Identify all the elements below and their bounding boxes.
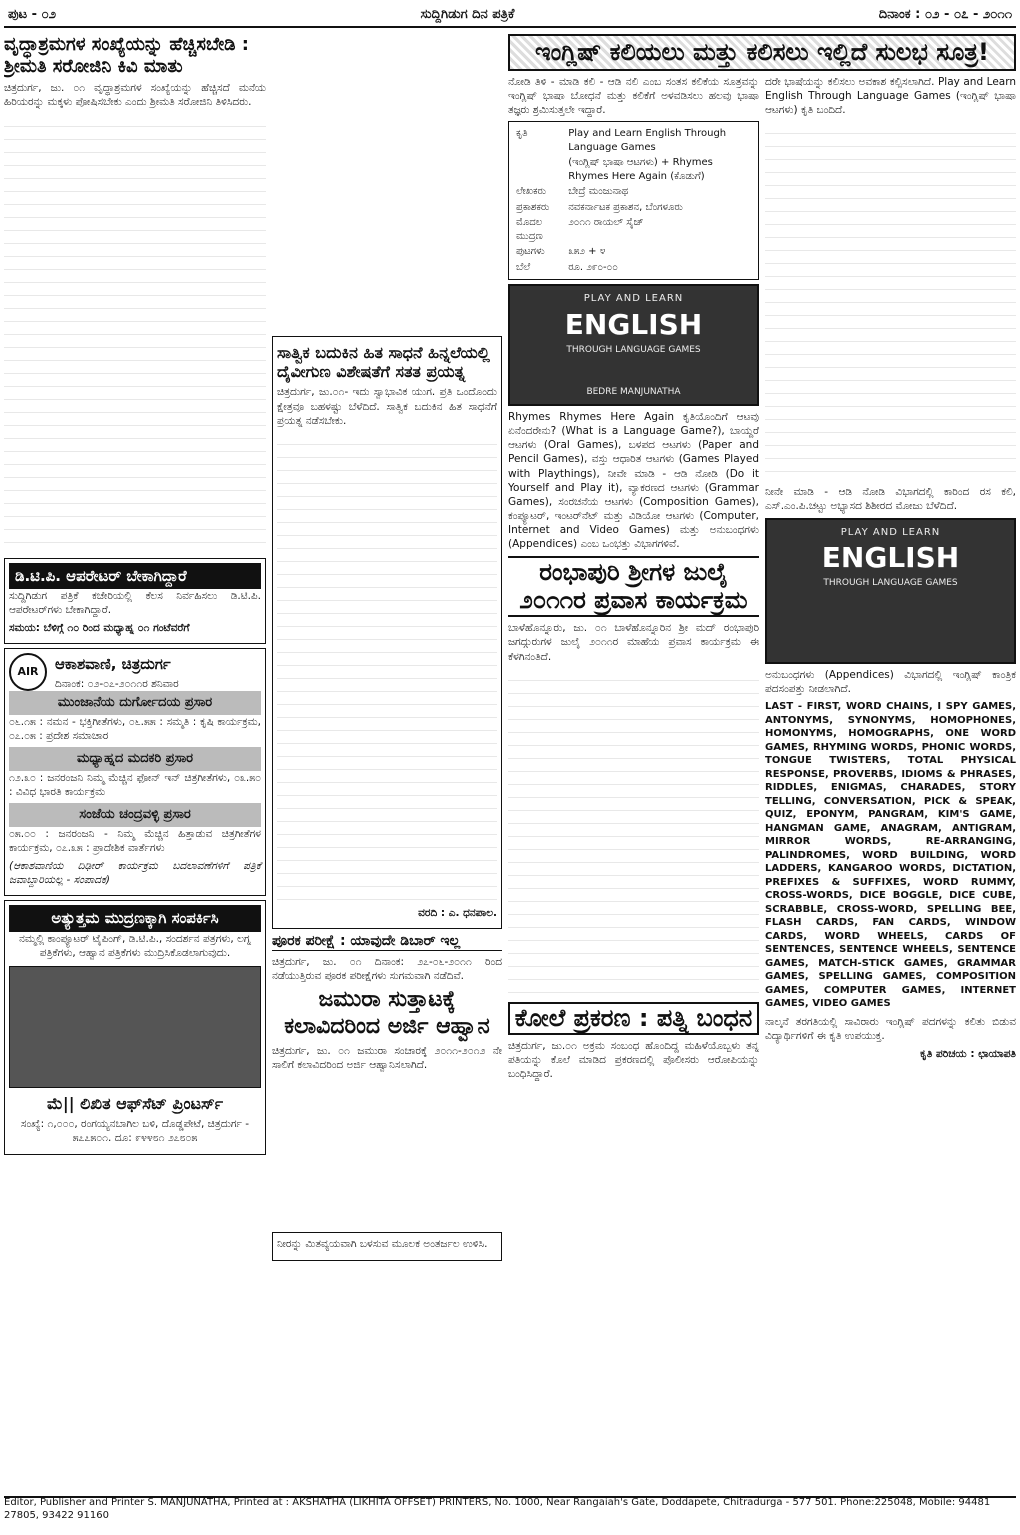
feature-text: ಚಿತ್ರದುರ್ಗ, ಜು.೦೧- ಇದು ಸ್ವಾಭಾವಿಕ ಯುಗ. ಪ್ರತಿ ಒಂದೊಂದು ಕ್ಷೇತ್ರವೂ ಬಹಳಷ್ಟು ಬೆಳೆದಿದೆ. ಸಾತ್ವಿಕ ಬದುಕಿನ ಹಿತ ಸಾಧನೆಗೆ ಪ್ರಯತ್ನ ನಡೆಸಬೇಕು. [277,386,497,427]
game-names-list: LAST - FIRST, WORD CHAINS, I SPY GAMES, ANTONYMS, SYNONYMS, HOMOPHONES, HOMONYMS, HOMOGRAPHS, ONE WORD GAMES, RHYMING WORDS, PHONIC WORDS, TONGUE TWISTERS, TOTAL PHYSICAL RESPONSE, PROVERBS, IDIOMS & PHRASES, RIDDLES, ENIGMAS, CHARADES, STORY TELLING, CONVERSATION, PICK & SPEAK, QUIZ, EPONYM, PANGRAM, KIM'S GAME, HANGMAN GAME, ANAGRAM, ANTIGRAM, MIRROR WORDS, RE-ARRANGING, PALINDROMES, WORD BUILDING, WORD LADDERS, KANGAROO WORDS, DICTATION, PREFIXES & SUFFIXES, WORD RUMMY, CROSS-WORDS, DICE BOGGLE, DICE CUBE, SCRABBLE, CROSS-WORD, SPELLING BEE, FLASH CARDS, FAN CARDS, WINDOW CARDS, WORD WHEELS, CARDS OF SENTENCES, SENTENCE WHEELS, SENTENCE GAMES, MATCH-STICK GAMES, GRAMMAR GAMES, SPELLING GAMES, COMPOSITION GAMES, COMPUTER GAMES, INTERNET GAMES, VIDEO GAMES [765,701,1016,1009]
art-headline: ಜಮುರಾ ಸುತ್ತಾಟಕ್ಕೆ ಕಲಾವಿದರಿಂದ ಅರ್ಜಿ ಆಹ್ವಾನ [284,987,490,1039]
book-subtitle: (ಇಂಗ್ಲಿಷ್ ಭಾಷಾ ಆಟಗಳು) + Rhymes Rhymes Here Again (ಕೊಡುಗೆ) [568,157,713,182]
price-label: ಬೆಲೆ [516,261,531,273]
book-cover-image-2 [765,518,1016,664]
masthead [4,4,1016,28]
printer-address: ಸಂಖ್ಯೆ: ೧,೦೦೦, ರಂಗಯ್ಯನಬಾಗಿಲ ಬಳಿ, ದೊಡ್ಡಪೇಟೆ, ಚಿತ್ರದುರ್ಗ - ೫೭೭೫೦೧. ದೂ: ೯೪೪೮೧ ೨೭೮೦೫ [20,1118,250,1145]
water-notice-text: ನೀರನ್ನು ಮಿತವ್ಯಯವಾಗಿ ಬಳಸುವ ಮೂಲಕ ಅಂತರ್ಜಲ ಉಳಿಸಿ. [277,1238,488,1251]
radio-section-morning: ಮುಂಜಾನೆಯ ದುರ್ಗೋದಯ ಪ್ರಸಾರ [9,691,261,715]
printer-name: ಮೆ|| ಲಿಖಿತ ಆಫ್‌ಸೆಟ್ ಪ್ರಿಂಟರ್ಸ್ [47,1094,223,1114]
printer-ad-text: ನಮ್ಮಲ್ಲಿ ಕಾಂಪ್ಯೂಟರ್ ಟೈಪಿಂಗ್, ಡಿ.ಟಿ.ಪಿ., ಸಂದರ್ಶನ ಪತ್ರಗಳು, ಲಗ್ನ ಪತ್ರಿಕೆಗಳು, ಆಹ್ವಾನ ಪತ್ರಿಕೆಗಳು ಮುದ್ರಿಸಿಕೊಡಲಾಗುವುದು. [18,932,252,959]
cover-author: BEDRE MANJUNATHA [586,386,681,397]
radio-section-evening: ಸಂಜೆಯ ಚಂದ್ರವಳ್ಳಿ ಪ್ರಸಾರ [9,803,261,827]
price-value: ರೂ. ೨೯೦-೦೦ [568,261,618,273]
author-label: ಲೇಖಕರು [516,186,547,198]
radio-section-noon: ಮಧ್ಯಾಹ್ನದ ಮದಕರಿ ಪ್ರಸಾರ [9,747,261,771]
job-ad-contact: ಸಮಯ: ಬೆಳಿಗ್ಗೆ ೧೦ ರಿಂದ ಮಧ್ಯಾಹ್ನ ೦೧ ಗಂಟೆವರೆಗೆ [9,622,190,635]
cover-line-3: THROUGH LANGUAGE GAMES [566,344,701,355]
feature-article [272,336,502,929]
author-value: ಬೇದ್ರೆ ಮಂಜುನಾಥ [568,186,629,198]
column-left [4,32,266,1496]
book-details [508,121,759,280]
cover2-line-3: THROUGH LANGUAGE GAMES [823,577,958,588]
review-credit: ಕೃತಿ ಪರಿಚಯ : ಛಾಯಾಪತಿ [920,1047,1016,1060]
english-games-list: Rhymes Rhymes Here Again ಕೃತಿಯೊಂದಿಗೆ ಆಟವು ಏನೆಂದರೇನು? (What is a Language Game?), ಬಾಯ್ದರೆ ಆಟಗಳು (Oral Games), ಬಳಪದ ಆಟಗಳು (Paper and Pencil Games), ವಸ್ತು ಆಧಾರಿತ ಆಟಗಳು (Games Played with Playthings), ನೀವೇ ಮಾಡಿ - ಆಡಿ ನೋಡಿ (Do it Yourself and Play it), ವ್ಯಾಕರಣದ ಆಟಗಳು (Grammar Games), ಸಂರಚನೆಯ ಆಟಗಳು (Composition Games), ಕಂಪ್ಯೂಟರ್, ಇಂಟರ್‌ನೆಟ್ ಮತ್ತು ವಿಡಿಯೋ ಆಟಗಳು (Computer, Internet and Video Games) ಮತ್ತು ಅನುಬಂಧಗಳು (Appendices) ಎಂಬ ಒಂಭತ್ತು ವಿಭಾಗಗಳಿವೆ. [508,410,759,551]
review-text-2: ನೀನೇ ಮಾಡಿ - ಆಡಿ ನೋಡಿ ವಿಭಾಗದಲ್ಲಿ ಕಾರಿಂದ ರಸ ಕಲಿ, ಎಸ್.ಎಂ.ಪಿ.ಚಟ್ಟು ಅಭ್ಯಾಸದ ಶಿಶೀರದ ಮೋಜು ಬೆಳೆದಿದೆ. [765,486,1016,513]
radio-noon-text: ೧೨.೩೦ : ಜನರಂಜನಿ ನಿಮ್ಮ ಮೆಚ್ಚಿನ ಫೋನ್ ಇನ್ ಚಿತ್ರಗೀತೆಗಳು, ೦೩.೫೦ : ವಿವಿಧ ಭಾರತಿ ಕಾರ್ಯಕ್ರಮ [9,771,261,799]
exam-text: ಚಿತ್ರದುರ್ಗ, ಜು. ೦೧ ದಿನಾಂಕ: ೨೭-೦೬-೨೦೧೧ ರಿಂದ ನಡೆಯುತ್ತಿರುವ ಪೂರಕ ಪರೀಕ್ಷೆಗಳು ಸುಗಮವಾಗಿ ನಡೆದಿವೆ. [272,955,502,983]
column-right [508,32,1016,1496]
book-cover-image [508,284,759,406]
paper-name: ಸುದ್ದಿಗಿಡುಗ ದಿನ ಪತ್ರಿಕೆ [420,7,515,23]
exam-headline: ಪೂರಕ ಪರೀಕ್ಷೆ : ಯಾವುದೇ ಡಿಬಾರ್ ಇಲ್ಲ [272,933,502,951]
job-ad-text: ಸುದ್ದಿಗಿಡುಗ ಪತ್ರಿಕೆ ಕಚೇರಿಯಲ್ಲಿ ಕೆಲಸ ನಿರ್ವಹಿಸಲು ಡಿ.ಟಿ.ಪಿ. ಆಪರೇಟರ್‌ಗಳು ಬೇಕಾಗಿದ್ದಾರೆ. [9,589,261,616]
printer-ad [4,900,266,1154]
lead-text-filler [4,114,266,554]
radio-evening-text: ೦೫.೦೦ : ಜನರಂಜನಿ - ನಿಮ್ಮ ಮೆಚ್ಚಿನ ಹಿತ್ತಾಡುವ ಚಿತ್ರಗೀತೆಗಳ ಕಾರ್ಯಕ್ರಮ, ೦೭.೩೫ : ಪ್ರಾದೇಶಿಕ ವಾರ್ತೆಗಳು [9,827,261,854]
radio-morning-text: ೦೬.೧೫ : ನಮನ - ಭಕ್ತಿಗೀತೆಗಳು, ೦೬.೫೫ : ಸಮ್ಮತಿ : ಕೃಷಿ ಕಾರ್ಯಕ್ರಮ, ೦೭.೦೫ : ಪ್ರದೇಶ ಸಮಾಚಾರ [9,716,261,743]
lead-text: ಚಿತ್ರದುರ್ಗ, ಜು. ೦೧ ವೃದ್ಧಾಶ್ರಮಗಳ ಸಂಖ್ಯೆಯನ್ನು ಹೆಚ್ಚಿಸದೆ ಮನೆಯ ಹಿರಿಯರನ್ನು ಮಕ್ಕಳು ಪೋಷಿಸಬೇಕು ಎಂದು ಶ್ರೀಮತಿ ಸರೋಜಿನಿ ತಿಳಿಸಿದರು. [4,82,266,109]
review-text-3: ಅನುಬಂಧಗಳು (Appendices) ವಿಭಾಗದಲ್ಲಿ ಇಂಗ್ಲಿಷ್ ಕಾಂತ್ರಿಕ ಪದಸಂಪತ್ತು ನೀಡಲಾಗಿದೆ. [765,668,1016,695]
printing-press-image [9,966,261,1088]
radio-date: ದಿನಾಂಕ: ೦೨-೦೭-೨೦೧೧ರ ಶನಿವಾರ [55,678,179,691]
pages-value: ೩೫೨ + ೪ [568,246,606,258]
job-ad [4,558,266,645]
tour-headline: ರಂಭಾಪುರಿ ಶ್ರೀಗಳ ಜುಲೈ ೨೦೧೧ರ ಪ್ರವಾಸ ಕಾರ್ಯಕ್ರಮ [508,556,759,618]
radio-schedule [4,648,266,896]
english-intro: ನೋಡಿ ತಿಳಿ - ಮಾಡಿ ಕಲಿ - ಆಡಿ ನಲಿ ಎಂಬ ಸಂತಸ ಕಲಿಕೆಯ ಸೂತ್ರವನ್ನು ಇಂಗ್ಲಿಷ್ ಭಾಷಾ ಬೋಧನೆ ಮತ್ತು ಕಲಿಕೆಗೆ ಅಳವಡಿಸಲು ಹಲವು ಭಾಷಾ ತಜ್ಞರು ಶ್ರಮಿಸುತ್ತಲೇ ಇದ್ದಾರೆ. [508,75,759,117]
feature-text-filler [277,432,497,902]
feature-headline: ಸಾತ್ವಿಕ ಬದುಕಿನ ಹಿತ ಸಾಧನೆ ಹಿನ್ನಲೆಯಲ್ಲಿ ದೈವೀಗುಣ ವಿಶೇಷತೆಗೆ ಸತತ ಪ್ರಯತ್ನ [277,343,490,382]
column-middle [272,32,502,1496]
job-ad-title: ಡಿ.ಟಿ.ಪಿ. ಆಪರೇಟರ್ ಬೇಕಾಗಿದ್ದಾರೆ [9,563,261,589]
review-text-filler [765,121,1016,481]
pages-label: ಪುಟಗಳು [516,246,545,258]
edition-label: ಮೊದಲ ಮುದ್ರಣ [516,217,543,242]
book-title: Play and Learn English Through Language Games [568,128,727,153]
publisher-label: ಪ್ರಕಾಶಕರು [516,201,550,213]
tour-text-filler [508,668,759,998]
cover2-line-1: PLAY AND LEARN [840,526,941,538]
page-number: ಪುಟ - ೦೨ [8,7,57,23]
crime-headline: ಕೋಲೆ ಪ್ರಕರಣ : ಪತ್ನಿ ಬಂಧನ [508,1002,759,1035]
lead-headline: ವೃದ್ಧಾಶ್ರಮಗಳ ಸಂಖ್ಯೆಯನ್ನು ಹೆಚ್ಚಿಸಬೇಡಿ : ಶ್ರೀಮತಿ ಸರೋಜಿನಿ ಕಿವಿ ಮಾತು [4,34,249,77]
feature-byline: ವರದಿ : ಎ. ಧನಪಾಲ. [418,906,497,919]
printer-ad-title: ಅತ್ಯುತ್ತಮ ಮುದ್ರಣಕ್ಕಾಗಿ ಸಂಪರ್ಕಿಸಿ [9,905,261,931]
newspaper-page [4,4,1016,1527]
edition-value: ೨೦೧೧ ರಾಯಲ್ ಸೈಜ್ [568,217,644,229]
book-label: ಕೃತಿ [516,128,528,140]
cover-line-1: PLAY AND LEARN [583,293,684,305]
cover2-line-2: ENGLISH [821,541,960,575]
crime-text: ಚಿತ್ರದುರ್ಗ, ಜು.೦೧ ಅಕ್ರಮ ಸಂಬಂಧ ಹೊಂದಿದ್ದ ಮಹಿಳೆಯೊಬ್ಬಳು ತನ್ನ ಪತಿಯನ್ನು ಕೊಲೆ ಮಾಡಿದ ಪ್ರಕರಣದಲ್ಲಿ ಪೊಲೀಸರು ಆರೋಪಿಯನ್ನು ಬಂಧಿಸಿದ್ದಾರೆ. [508,1039,759,1080]
radio-note: (ಆಕಾಶವಾಣಿಯ ದಿಢೀರ್ ಕಾರ್ಯಕ್ರಮ ಬದಲಾವಣೆಗಳಿಗೆ ಪತ್ರಿಕೆ ಜವಾಬ್ದಾರಿಯಲ್ಲ - ಸಂಪಾದಕ) [9,860,261,887]
water-notice [272,1232,502,1260]
issue-date: ದಿನಾಂಕ : ೦೨ - ೦೭ - ೨೦೧೧ [878,7,1012,23]
tour-text: ಬಾಳೆಹೊನ್ನೂರು, ಜು. ೦೧ ಬಾಳೆಹೊನ್ನೂರಿನ ಶ್ರೀ ಮದ್ ರಂಭಾಪುರಿ ಜಗದ್ಗುರುಗಳ ಜುಲೈ ೨೦೧೧ರ ಮಾಹೆಯ ಪ್ರವಾಸ ಕಾರ್ಯಕ್ರಮ ಈ ಕೆಳಗಿನಂತಿದೆ. [508,622,759,663]
cover-line-2: ENGLISH [564,307,703,341]
review-text-4: ನಾಲ್ಕನೆ ತರಗತಿಯಲ್ಲಿ ಸಾವಿರಾರು ಇಂಗ್ಲಿಷ್ ಪದಗಳನ್ನು ಕಲಿತು ಬಿಡುವ ವಿದ್ಯಾರ್ಥಿಗಳಿಗೆ ಈ ಕೃತಿ ಉಪಯುಕ್ತ. [765,1015,1016,1042]
review-text-1: ದರೇ ಭಾಷೆಯನ್ನು ಕಲಿಸಲು ಅವಕಾಶ ಕಲ್ಪಿಸಲಾಗಿದೆ. Play and Learn English Through Language Games (ಇಂಗ್ಲಿಷ್ ಭಾಷಾ ಆಟಗಳು) ಕೃತಿ ಬಂದಿದೆ. [765,75,1016,117]
imprint-footer: Editor, Publisher and Printer S. MANJUNATHA, Printed at : AKSHATHA (LIKHITA OFFSET) PRINTERS, No. 1000, Near Rangaiah's Gate, Doddapete, Chitradurga - 577 501. Phone:225048, Mobile: 94481 27805, 93422 91160 [4,1496,1016,1520]
publisher-value: ನವಕರ್ನಾಟಕ ಪ್ರಕಾಶನ, ಬೆಂಗಳೂರು [568,201,683,213]
radio-title: ಆಕಾಶವಾಣಿ, ಚಿತ್ರದುರ್ಗ [55,655,171,674]
english-headline: ಇಂಗ್ಲಿಷ್ ಕಲಿಯಲು ಮತ್ತು ಕಲಿಸಲು ಇಲ್ಲಿದೆ ಸುಲಭ ಸೂತ್ರ! [508,34,1016,71]
air-logo-icon: AIR [9,653,47,691]
art-text: ಚಿತ್ರದುರ್ಗ, ಜು. ೦೧ ಜಮುರಾ ಸಂಚಾರಕ್ಕೆ ೨೦೧೧-೨೦೧೨ ನೇ ಸಾಲಿಗೆ ಕಲಾವಿದರಿಂದ ಅರ್ಜಿ ಆಹ್ವಾನಿಸಲಾಗಿದೆ. [272,1044,502,1072]
